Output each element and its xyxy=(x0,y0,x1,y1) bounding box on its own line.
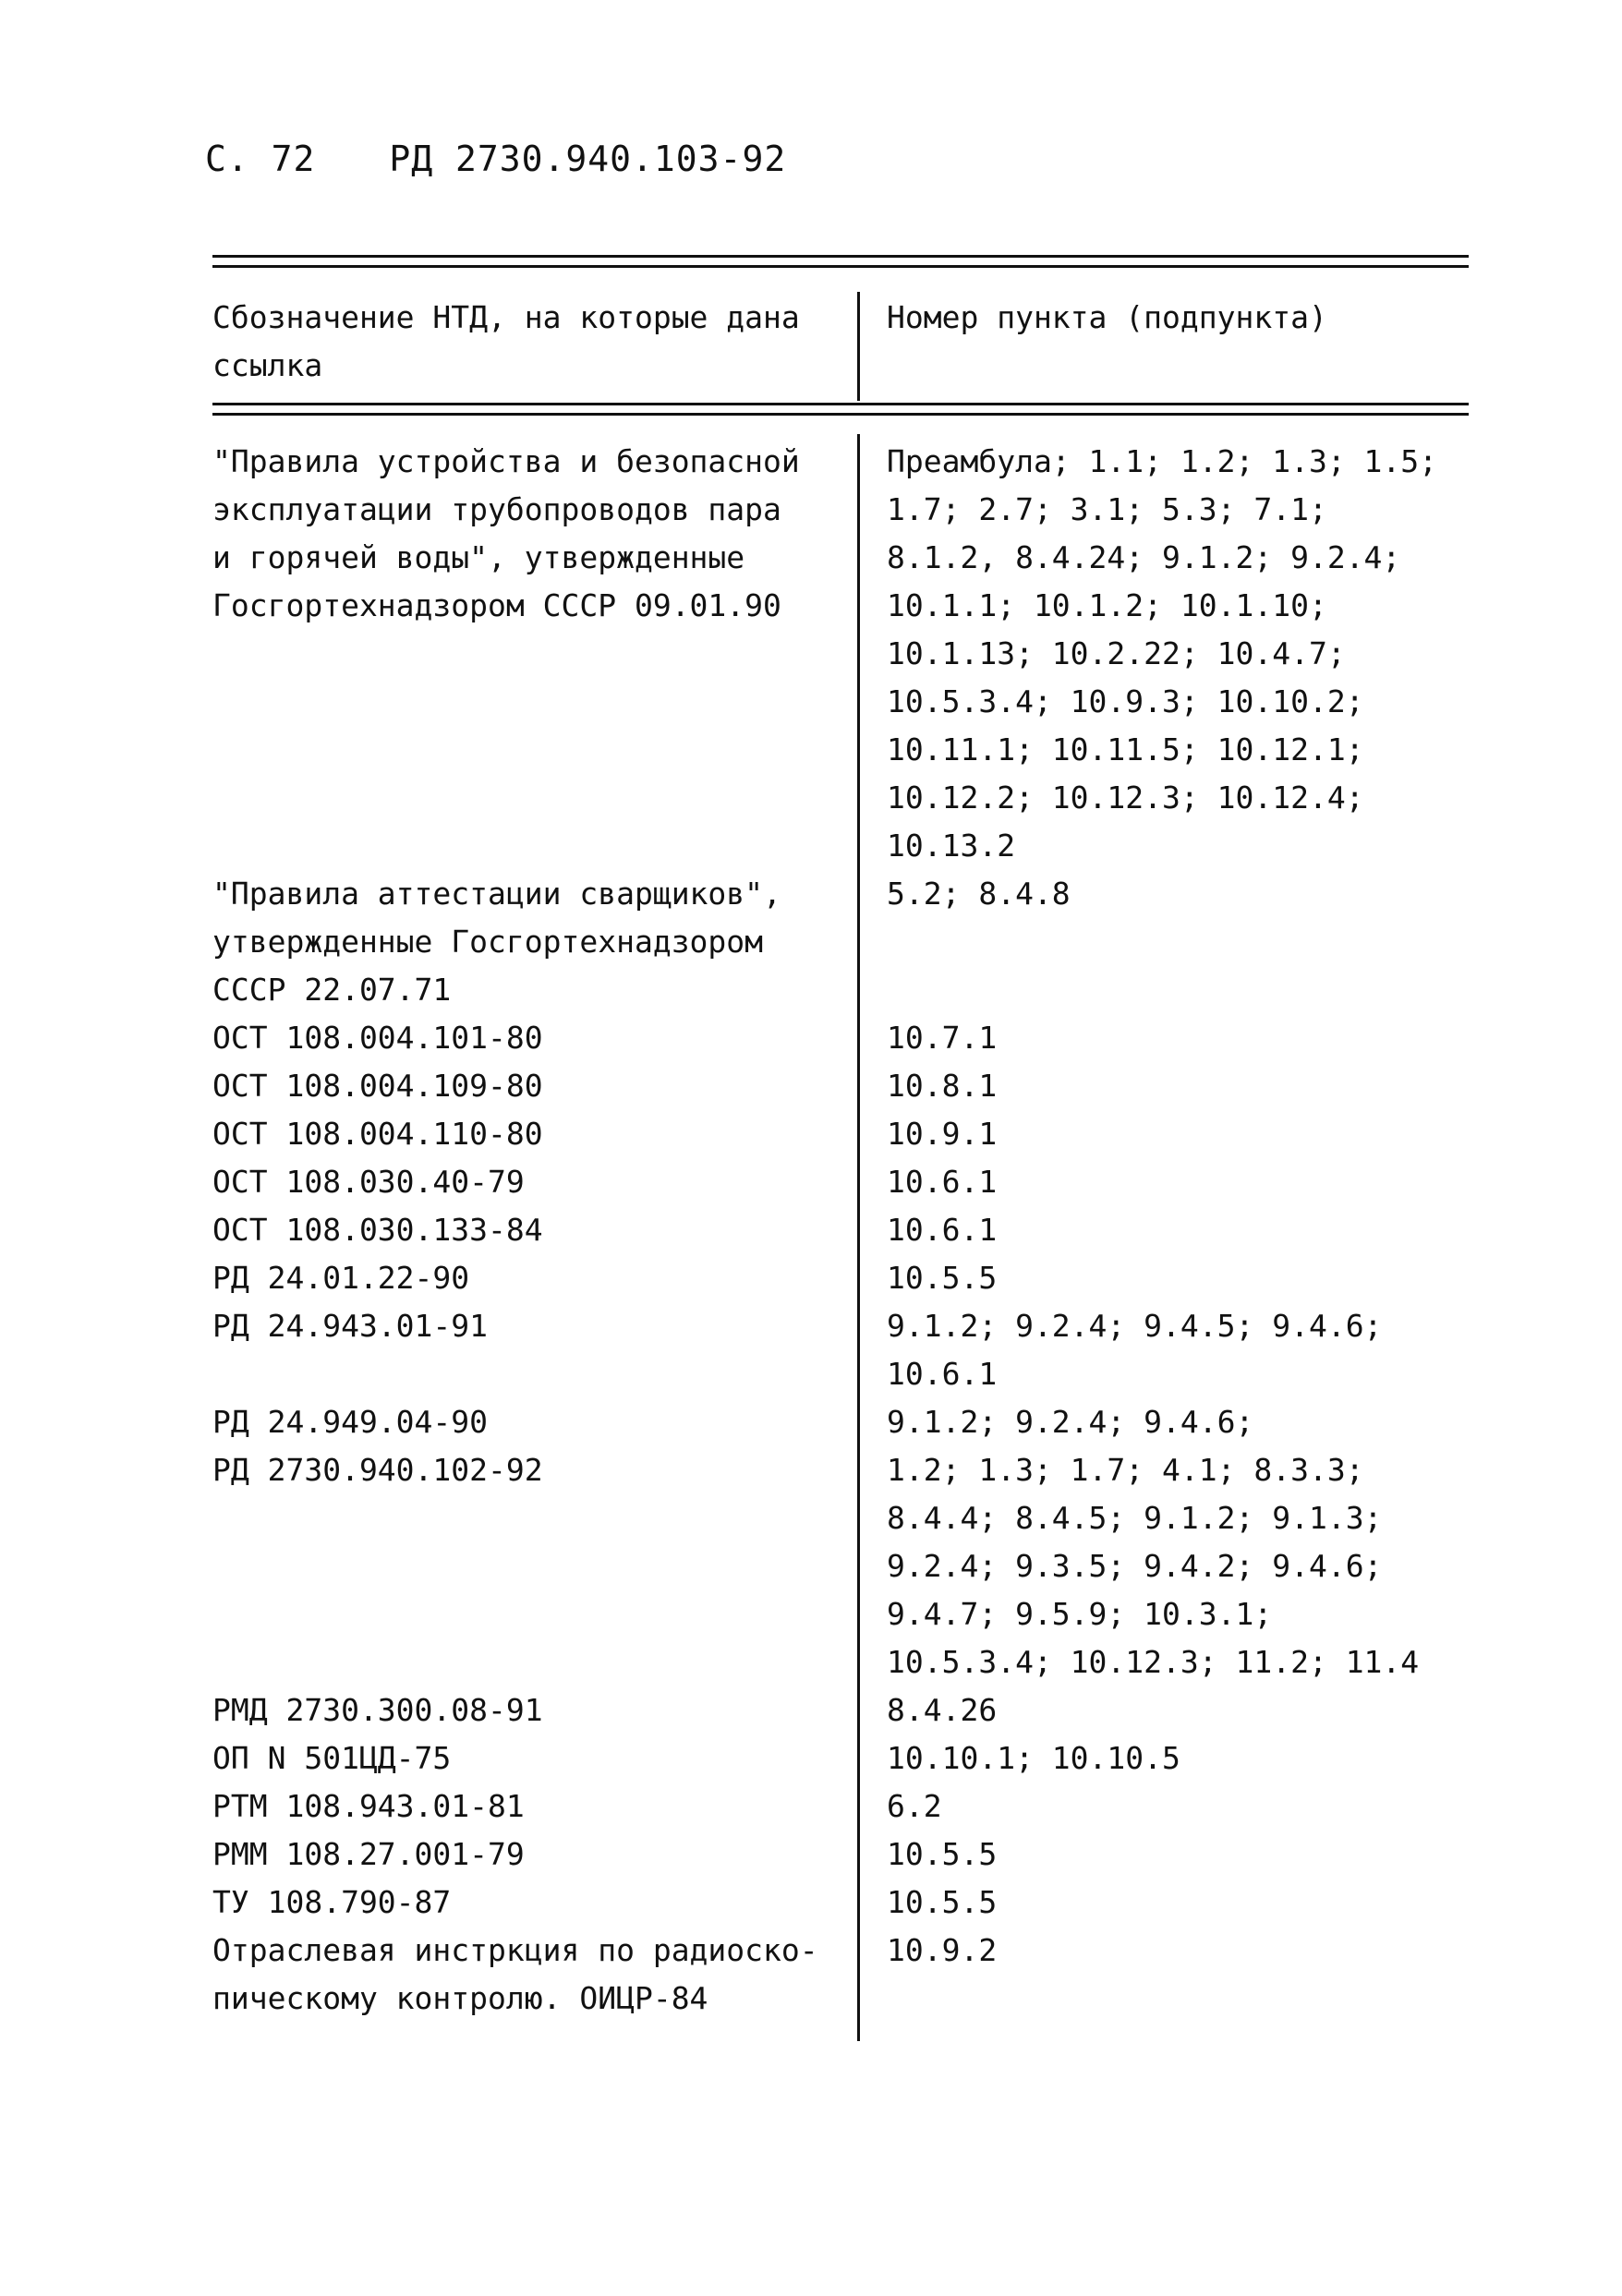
document-cell: ОСТ 108.004.110-80 xyxy=(212,1116,543,1152)
table-row xyxy=(212,1398,1487,1446)
column-header-document: Сбозначение НТД, на которые дана ссылка xyxy=(212,299,800,383)
clause-cell: 10.7.1 xyxy=(887,1020,998,1056)
document-cell: ОСТ 108.004.109-80 xyxy=(212,1068,543,1104)
document-cell: Отраслевая инстркция по радиоско- пическому контролю. ОИЦР-84 xyxy=(212,1932,818,2016)
clause-cell: 8.4.26 xyxy=(887,1692,998,1728)
table-row xyxy=(212,1254,1487,1302)
clause-cell: 10.8.1 xyxy=(887,1068,998,1104)
header-bottom-rule xyxy=(212,403,1469,416)
clause-cell: 10.6.1 xyxy=(887,1164,998,1200)
clause-cell: 10.5.5 xyxy=(887,1884,998,1920)
document-cell: ОСТ 108.030.133-84 xyxy=(212,1212,543,1248)
table-row xyxy=(212,1014,1487,1062)
clause-cell: 9.1.2; 9.2.4; 9.4.5; 9.4.6; 10.6.1 xyxy=(887,1308,1383,1392)
page-header xyxy=(205,139,786,179)
table-row xyxy=(212,1446,1487,1686)
table-row xyxy=(212,1831,1487,1879)
document-cell: "Правила аттестации сварщиков", утвержденные Госгортехнадзором СССР 22.07.71 xyxy=(212,876,781,1008)
document-cell: РД 24.943.01-91 xyxy=(212,1308,489,1344)
page-number: С. 72 xyxy=(205,139,316,179)
document-cell: РММ 108.27.001-79 xyxy=(212,1836,525,1872)
table-row xyxy=(212,1734,1487,1782)
table-row xyxy=(212,870,1487,1014)
clause-cell: 1.2; 1.3; 1.7; 4.1; 8.3.3; 8.4.4; 8.4.5; 9.1.2; 9.1.3; 9.2.4; 9.3.5; 9.4.2; 9.4.6; 9.4.7; 9.5.9; 10.3.1; 10.5.3.4; 10.12.3; 11.2; 11.4 xyxy=(887,1452,1420,1680)
clause-cell: 10.6.1 xyxy=(887,1212,998,1248)
clause-cell: 10.5.5 xyxy=(887,1836,998,1872)
table-row xyxy=(212,1782,1487,1831)
table-row xyxy=(212,1302,1487,1398)
table-row xyxy=(212,438,1487,870)
table-row xyxy=(212,1158,1487,1206)
document-cell: ТУ 108.790-87 xyxy=(212,1884,452,1920)
table-top-rule xyxy=(212,255,1469,268)
document-cell: РМД 2730.300.08-91 xyxy=(212,1692,543,1728)
clause-cell: 6.2 xyxy=(887,1788,942,1824)
header-column-divider xyxy=(857,292,860,401)
document-cell: РТМ 108.943.01-81 xyxy=(212,1788,525,1824)
document-cell: "Правила устройства и безопасной эксплуатации трубопроводов пара и горячей воды", утвержденные Госгортехнадзором СССР 09.01.90 xyxy=(212,443,800,623)
clause-cell: 5.2; 8.4.8 xyxy=(887,876,1071,912)
table-row xyxy=(212,1110,1487,1158)
document-cell: ОСТ 108.030.40-79 xyxy=(212,1164,525,1200)
clause-cell: 10.9.2 xyxy=(887,1932,998,1968)
clause-cell: 10.9.1 xyxy=(887,1116,998,1152)
table-row xyxy=(212,1879,1487,1927)
table-row xyxy=(212,1062,1487,1110)
document-cell: ОСТ 108.004.101-80 xyxy=(212,1020,543,1056)
clause-cell: 10.5.5 xyxy=(887,1260,998,1296)
table-row xyxy=(212,1686,1487,1734)
document-cell: ОП N 501ЦД-75 xyxy=(212,1740,452,1776)
document-cell: РД 24.949.04-90 xyxy=(212,1404,489,1440)
document-code: РД 2730.940.103-92 xyxy=(389,139,787,179)
clause-cell: Преамбула; 1.1; 1.2; 1.3; 1.5; 1.7; 2.7; 3.1; 5.3; 7.1; 8.1.2, 8.4.24; 9.1.2; 9.2.4; 10.1.1; 10.1.2; 10.1.10; 10.1.13; 10.2.22; 10.4.7; 10.5.3.4; 10.9.3; 10.10.2; 10.11.1; 10.11.5; 10.12.1; 10.12.2; 10.12.3; 10.12.4; 10.13.2 xyxy=(887,443,1438,864)
clause-cell: 10.10.1; 10.10.5 xyxy=(887,1740,1180,1776)
clause-cell: 9.1.2; 9.2.4; 9.4.6; xyxy=(887,1404,1254,1440)
document-cell: РД 2730.940.102-92 xyxy=(212,1452,543,1488)
document-cell: РД 24.01.22-90 xyxy=(212,1260,470,1296)
table-row xyxy=(212,1927,1487,2023)
reference-table-body xyxy=(212,438,1487,2023)
column-header-clause: Номер пункта (подпункта) xyxy=(887,299,1327,335)
table-row xyxy=(212,1206,1487,1254)
